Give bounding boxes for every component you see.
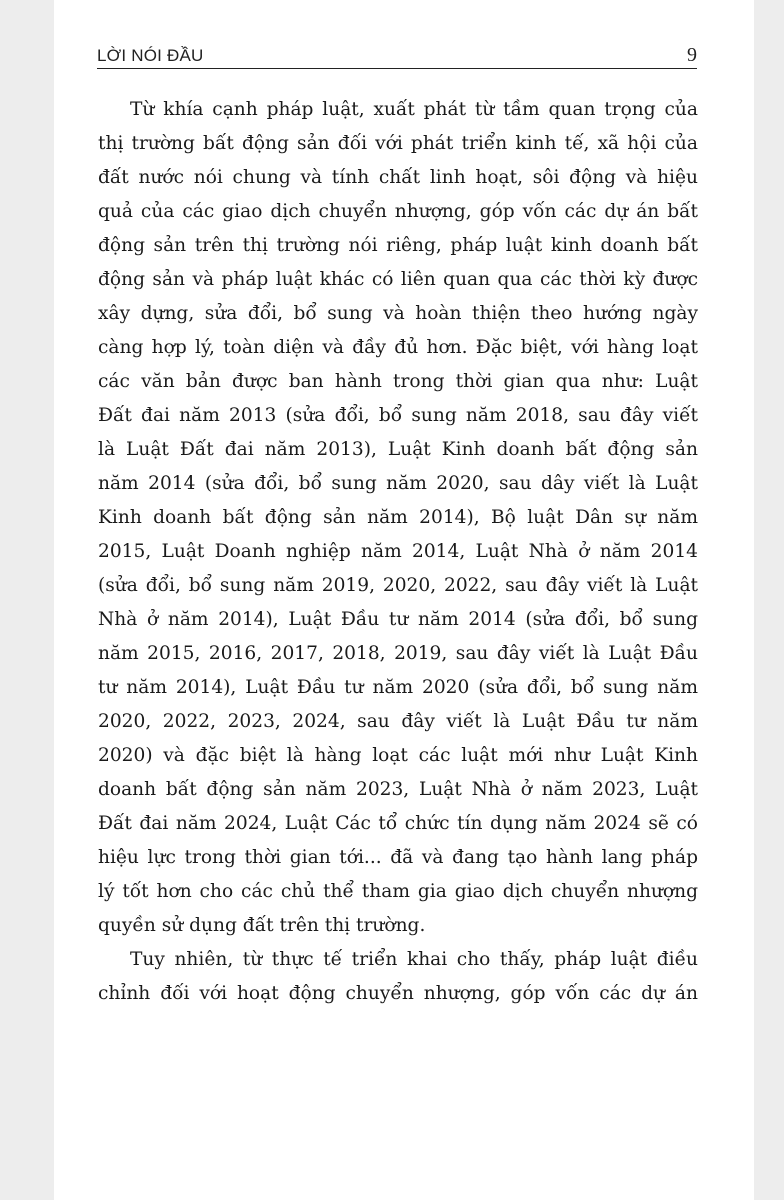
paragraph [98,93,698,943]
text-line: động sản trên thị trường nói riêng, pháp luật kinh doanh bất [98,235,698,256]
text-line: các văn bản được ban hành trong thời gian qua như: Luật [98,371,698,392]
text-line: Từ khía cạnh pháp luật, xuất phát từ tầm quan trọng của [130,99,698,120]
text-line: hiệu lực trong thời gian tới... đã và đang tạo hành lang pháp [98,847,698,868]
text-line: quyền sử dụng đất trên thị trường. [98,915,426,936]
text-line: động sản và pháp luật khác có liên quan qua các thời kỳ được [98,269,698,290]
page-number: 9 [687,44,697,66]
text-line: xây dựng, sửa đổi, bổ sung và hoàn thiện theo hướng ngày [98,303,698,324]
text-line: 2020) và đặc biệt là hàng loạt các luật mới như Luật Kinh [98,745,698,766]
text-line: năm 2014 (sửa đổi, bổ sung năm 2020, sau dây viết là Luật [98,473,698,494]
header-title: LỜI NÓI ĐẦU [97,46,204,65]
text-line: đất nước nói chung và tính chất linh hoạt, sôi động và hiệu [98,167,698,188]
body-text [98,93,698,1011]
text-line: Tuy nhiên, từ thực tế triển khai cho thấy, pháp luật điều [130,949,698,970]
text-line: quả của các giao dịch chuyển nhượng, góp vốn các dự án bất [98,201,698,222]
text-line: càng hợp lý, toàn diện và đầy đủ hơn. Đặc biệt, với hàng loạt [98,337,698,358]
text-line: thị trường bất động sản đối với phát triển kinh tế, xã hội của [98,133,698,154]
paragraph [98,943,698,1011]
text-line: (sửa đổi, bổ sung năm 2019, 2020, 2022, sau đây viết là Luật [98,575,698,596]
text-line: 2020, 2022, 2023, 2024, sau đây viết là Luật Đầu tư năm [98,711,698,732]
text-line: năm 2015, 2016, 2017, 2018, 2019, sau đây viết là Luật Đầu [98,643,698,664]
text-line: 2015, Luật Doanh nghiệp năm 2014, Luật Nhà ở năm 2014 [98,541,698,562]
document-page [54,0,754,1200]
text-line: chỉnh đối với hoạt động chuyển nhượng, góp vốn các dự án [98,983,698,1004]
text-line: doanh bất động sản năm 2023, Luật Nhà ở năm 2023, Luật [98,779,698,800]
text-line: tư năm 2014), Luật Đầu tư năm 2020 (sửa đổi, bổ sung năm [98,677,698,698]
text-line: Kinh doanh bất động sản năm 2014), Bộ luật Dân sự năm [98,507,698,528]
text-line: Nhà ở năm 2014), Luật Đầu tư năm 2014 (sửa đổi, bổ sung [98,609,698,630]
text-line: Đất đai năm 2013 (sửa đổi, bổ sung năm 2018, sau đây viết [98,405,698,426]
text-line: Đất đai năm 2024, Luật Các tổ chức tín dụng năm 2024 sẽ có [98,813,698,834]
running-header [97,44,697,69]
text-line: lý tốt hơn cho các chủ thể tham gia giao dịch chuyển nhượng [98,881,698,902]
text-line: là Luật Đất đai năm 2013), Luật Kinh doanh bất động sản [98,439,698,460]
